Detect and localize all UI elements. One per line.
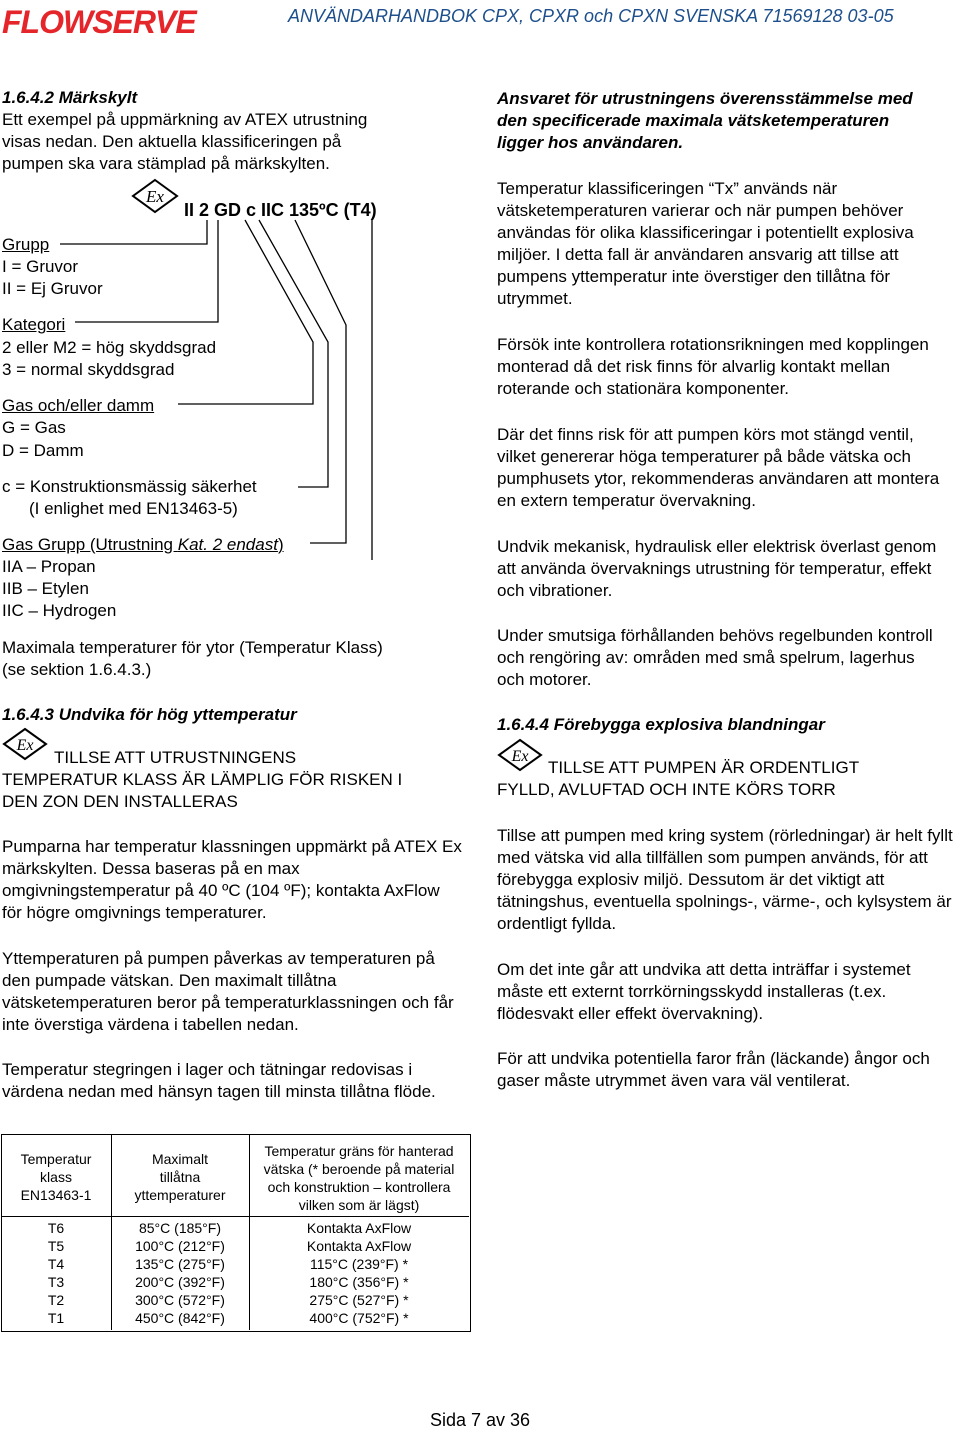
- table-cell: 115°C (239°F) *: [309, 1256, 409, 1272]
- paragraph: Undvik mekanisk, hydraulisk eller elektrisk överlast genom att använda övervaknings utrustning för temperatur, effekt och vibrationer.: [497, 537, 937, 600]
- header-line: EN13463-1: [20, 1187, 92, 1203]
- ex-label: Ex: [511, 748, 529, 765]
- header-line: Temperatur gräns för hanterad: [264, 1143, 454, 1159]
- warning-line-1: TILLSE ATT UTRUSTNINGENS: [54, 748, 297, 767]
- atex-marking: II 2 GD c IIC 135ºC (T4): [184, 200, 377, 220]
- gas-heading: Gas och/eller damm: [2, 396, 155, 415]
- paragraph: Pumparna har temperatur klassningen uppmärkt på ATEX Ex märkskylten. Dessa baseras på en max omgivningstemperatur på 40 ºC (104 ºF); kontakta AxFlow för högre omgivnings temperaturer.: [2, 837, 462, 922]
- ex-label: Ex: [146, 187, 164, 206]
- marking-title: 1.6.4.2 Märkskylt: [2, 88, 138, 107]
- table-cell: T1: [47, 1310, 65, 1326]
- table-header-temp-class: [1, 1150, 111, 1204]
- table-cell: T2: [47, 1292, 65, 1308]
- marking-line-3: pumpen ska vara stämplad på märkskylten.: [2, 154, 330, 173]
- max-temp-line-2: (se sektion 1.6.4.3.): [2, 660, 152, 679]
- table-cell: 100°C (212°F): [135, 1238, 225, 1254]
- grupp-item-2: II = Ej Gruvor: [2, 279, 103, 298]
- gas-item-1: G = Gas: [2, 418, 66, 437]
- kategori-item-1: 2 eller M2 = hög skyddsgrad: [2, 338, 217, 357]
- table-row: [1, 1291, 469, 1309]
- header-line: vätska (* beroende på material: [263, 1161, 455, 1177]
- paragraph: Där det finns risk för att pumpen körs mot stängd ventil, vilket genererar höga temperaturer på både vätska och pumphusets ytor, rekommenderas användaren att montera en extern temperatur övervakning.: [497, 425, 940, 510]
- header-line: och konstruktion – kontrollera: [267, 1179, 451, 1195]
- table-cell: 135°C (275°F): [135, 1256, 225, 1272]
- grupp-heading: Grupp: [2, 235, 50, 254]
- warning-line-3: DEN ZON DEN INSTALLERAS: [2, 792, 238, 811]
- document-header: ANVÄNDARHANDBOK CPX, CPXR och CPXN SVENSKA 71569128 03-05: [288, 6, 894, 26]
- paragraph: Under smutsiga förhållanden behövs regelbunden kontroll och rengöring av: områden med små spelrum, lagerhus och motorer.: [497, 626, 933, 689]
- table-cell: 400°C (752°F) *: [309, 1310, 409, 1326]
- table-cell: T3: [47, 1274, 65, 1290]
- table-body: [1, 1219, 469, 1327]
- table-cell: 85°C (185°F): [138, 1220, 221, 1236]
- responsibility-note: Ansvaret för utrustningens överensstämmelse med den specificerade maximala vätsketemperaturen ligger hos användaren.: [497, 89, 913, 152]
- paragraph: Temperatur stegringen i lager och tätningar redovisas i värdena nedan med hänsyn tagen till minsta tillåtna flöde.: [2, 1060, 436, 1101]
- table-cell: T5: [47, 1238, 65, 1254]
- paragraph: Om det inte går att undvika att detta inträffar i systemet måste ett externt torrkörningsskydd installeras (t.ex. flödesvakt eller effekt övervakning).: [497, 960, 911, 1023]
- paragraph: Tillse att pumpen med kring system (rörledningar) är helt fyllt med vätska vid alla tillfällen som pumpen används, för att förebygga explosiv miljö. Dessutom är det viktigt att tätningshus, eventuella spolnings-, värme-, och kylsystem är ordentligt fyllda.: [497, 826, 953, 933]
- page-number: Sida 7 av 36: [429, 1410, 531, 1430]
- warning-line-2: FYLLD, AVLUFTAD OCH INTE KÖRS TORR: [497, 780, 836, 799]
- paragraph: Försök inte kontrollera rotationsrikningen med kopplingen monterad då det risk finns för alvarlig kontakt mellan roterande och stationära komponenter.: [497, 335, 929, 398]
- warning-line-1: TILLSE ATT PUMPEN ÄR ORDENTLIGT: [548, 758, 860, 777]
- header-line: yttemperaturer: [134, 1187, 226, 1203]
- table-cell: T6: [47, 1220, 65, 1236]
- gas-item-2: D = Damm: [2, 441, 84, 460]
- gasgrupp-heading-c: ): [277, 535, 284, 554]
- table-header-liquid-limit: [249, 1142, 469, 1214]
- paragraph: För att undvika potentiella faror från (läckande) ångor och gaser måste utrymmet även vara väl ventilerat.: [497, 1049, 930, 1090]
- ex-warning-icon: [497, 738, 543, 772]
- table-cell: 275°C (527°F) *: [309, 1292, 409, 1308]
- header-line: vilken som är lägst): [298, 1197, 420, 1213]
- table-cell: 200°C (392°F): [135, 1274, 225, 1290]
- header-line: tillåtna: [159, 1169, 201, 1185]
- table-cell: T4: [47, 1256, 65, 1272]
- paragraph: Temperatur klassificeringen “Tx” används när vätsketemperaturen varierar och när pumpen behöver användas för olika klassificeringar i potentiellt explosiva miljöer. I detta fall är användaren ansvarig att tillse att pumpens yttemperatur inte överstiger den tillåtna för utrymmet.: [497, 179, 914, 308]
- gasgrupp-item-1: IIA – Propan: [2, 557, 96, 576]
- gasgrupp-item-2: IIB – Etylen: [2, 579, 89, 598]
- gasgrupp-heading: [2, 534, 284, 556]
- section-title-explosive: 1.6.4.4 Förebygga explosiva blandningar: [497, 715, 825, 734]
- header-line: klass: [40, 1169, 72, 1185]
- gasgrupp-heading-b: Kat. 2 endast: [177, 535, 278, 554]
- table-header-max-surface: [111, 1150, 249, 1204]
- gasgrupp-heading-a: Gas Grupp (Utrustning: [2, 535, 178, 554]
- c-item-2: (I enlighet med EN13463-5): [29, 499, 238, 518]
- table-row: [1, 1237, 469, 1255]
- table-cell: 300°C (572°F): [135, 1292, 225, 1308]
- paragraph: Yttemperaturen på pumpen påverkas av temperaturen på den pumpade vätskan. Den maximalt tillåtna vätsketemperaturen beror på temperaturklassningen och får inte överstiga värdena i tabellen nedan.: [2, 949, 454, 1034]
- grupp-item-1: I = Gruvor: [2, 257, 79, 276]
- header-line: Temperatur: [20, 1151, 92, 1167]
- ex-warning-icon: [2, 727, 48, 761]
- gasgrupp-item-3: IIC – Hydrogen: [2, 601, 117, 620]
- table-divider: [1, 1216, 469, 1217]
- table-row: [1, 1309, 469, 1327]
- flowserve-logo: FLOWSERVE: [2, 4, 196, 40]
- kategori-heading: Kategori: [2, 315, 66, 334]
- table-cell: Kontakta AxFlow: [306, 1220, 412, 1236]
- ex-label: Ex: [16, 737, 34, 754]
- warning-line-2: TEMPERATUR KLASS ÄR LÄMPLIG FÖR RISKEN I: [2, 770, 403, 789]
- table-cell: 450°C (842°F): [135, 1310, 225, 1326]
- table-row: [1, 1273, 469, 1291]
- table-row: [1, 1255, 469, 1273]
- table-row: [1, 1219, 469, 1237]
- section-title-surface-temp: 1.6.4.3 Undvika för hög yttemperatur: [2, 705, 297, 724]
- kategori-item-2: 3 = normal skyddsgrad: [2, 360, 175, 379]
- marking-line-1: Ett exempel på uppmärkning av ATEX utrustning: [2, 110, 368, 129]
- marking-line-2: visas nedan. Den aktuella klassificeringen på: [2, 132, 342, 151]
- max-temp-line-1: Maximala temperaturer för ytor (Temperatur Klass): [2, 638, 383, 657]
- c-item-1: c = Konstruktionsmässig säkerhet: [2, 477, 257, 496]
- header-line: Maximalt: [151, 1151, 208, 1167]
- table-cell: Kontakta AxFlow: [306, 1238, 412, 1254]
- table-cell: 180°C (356°F) *: [309, 1274, 409, 1290]
